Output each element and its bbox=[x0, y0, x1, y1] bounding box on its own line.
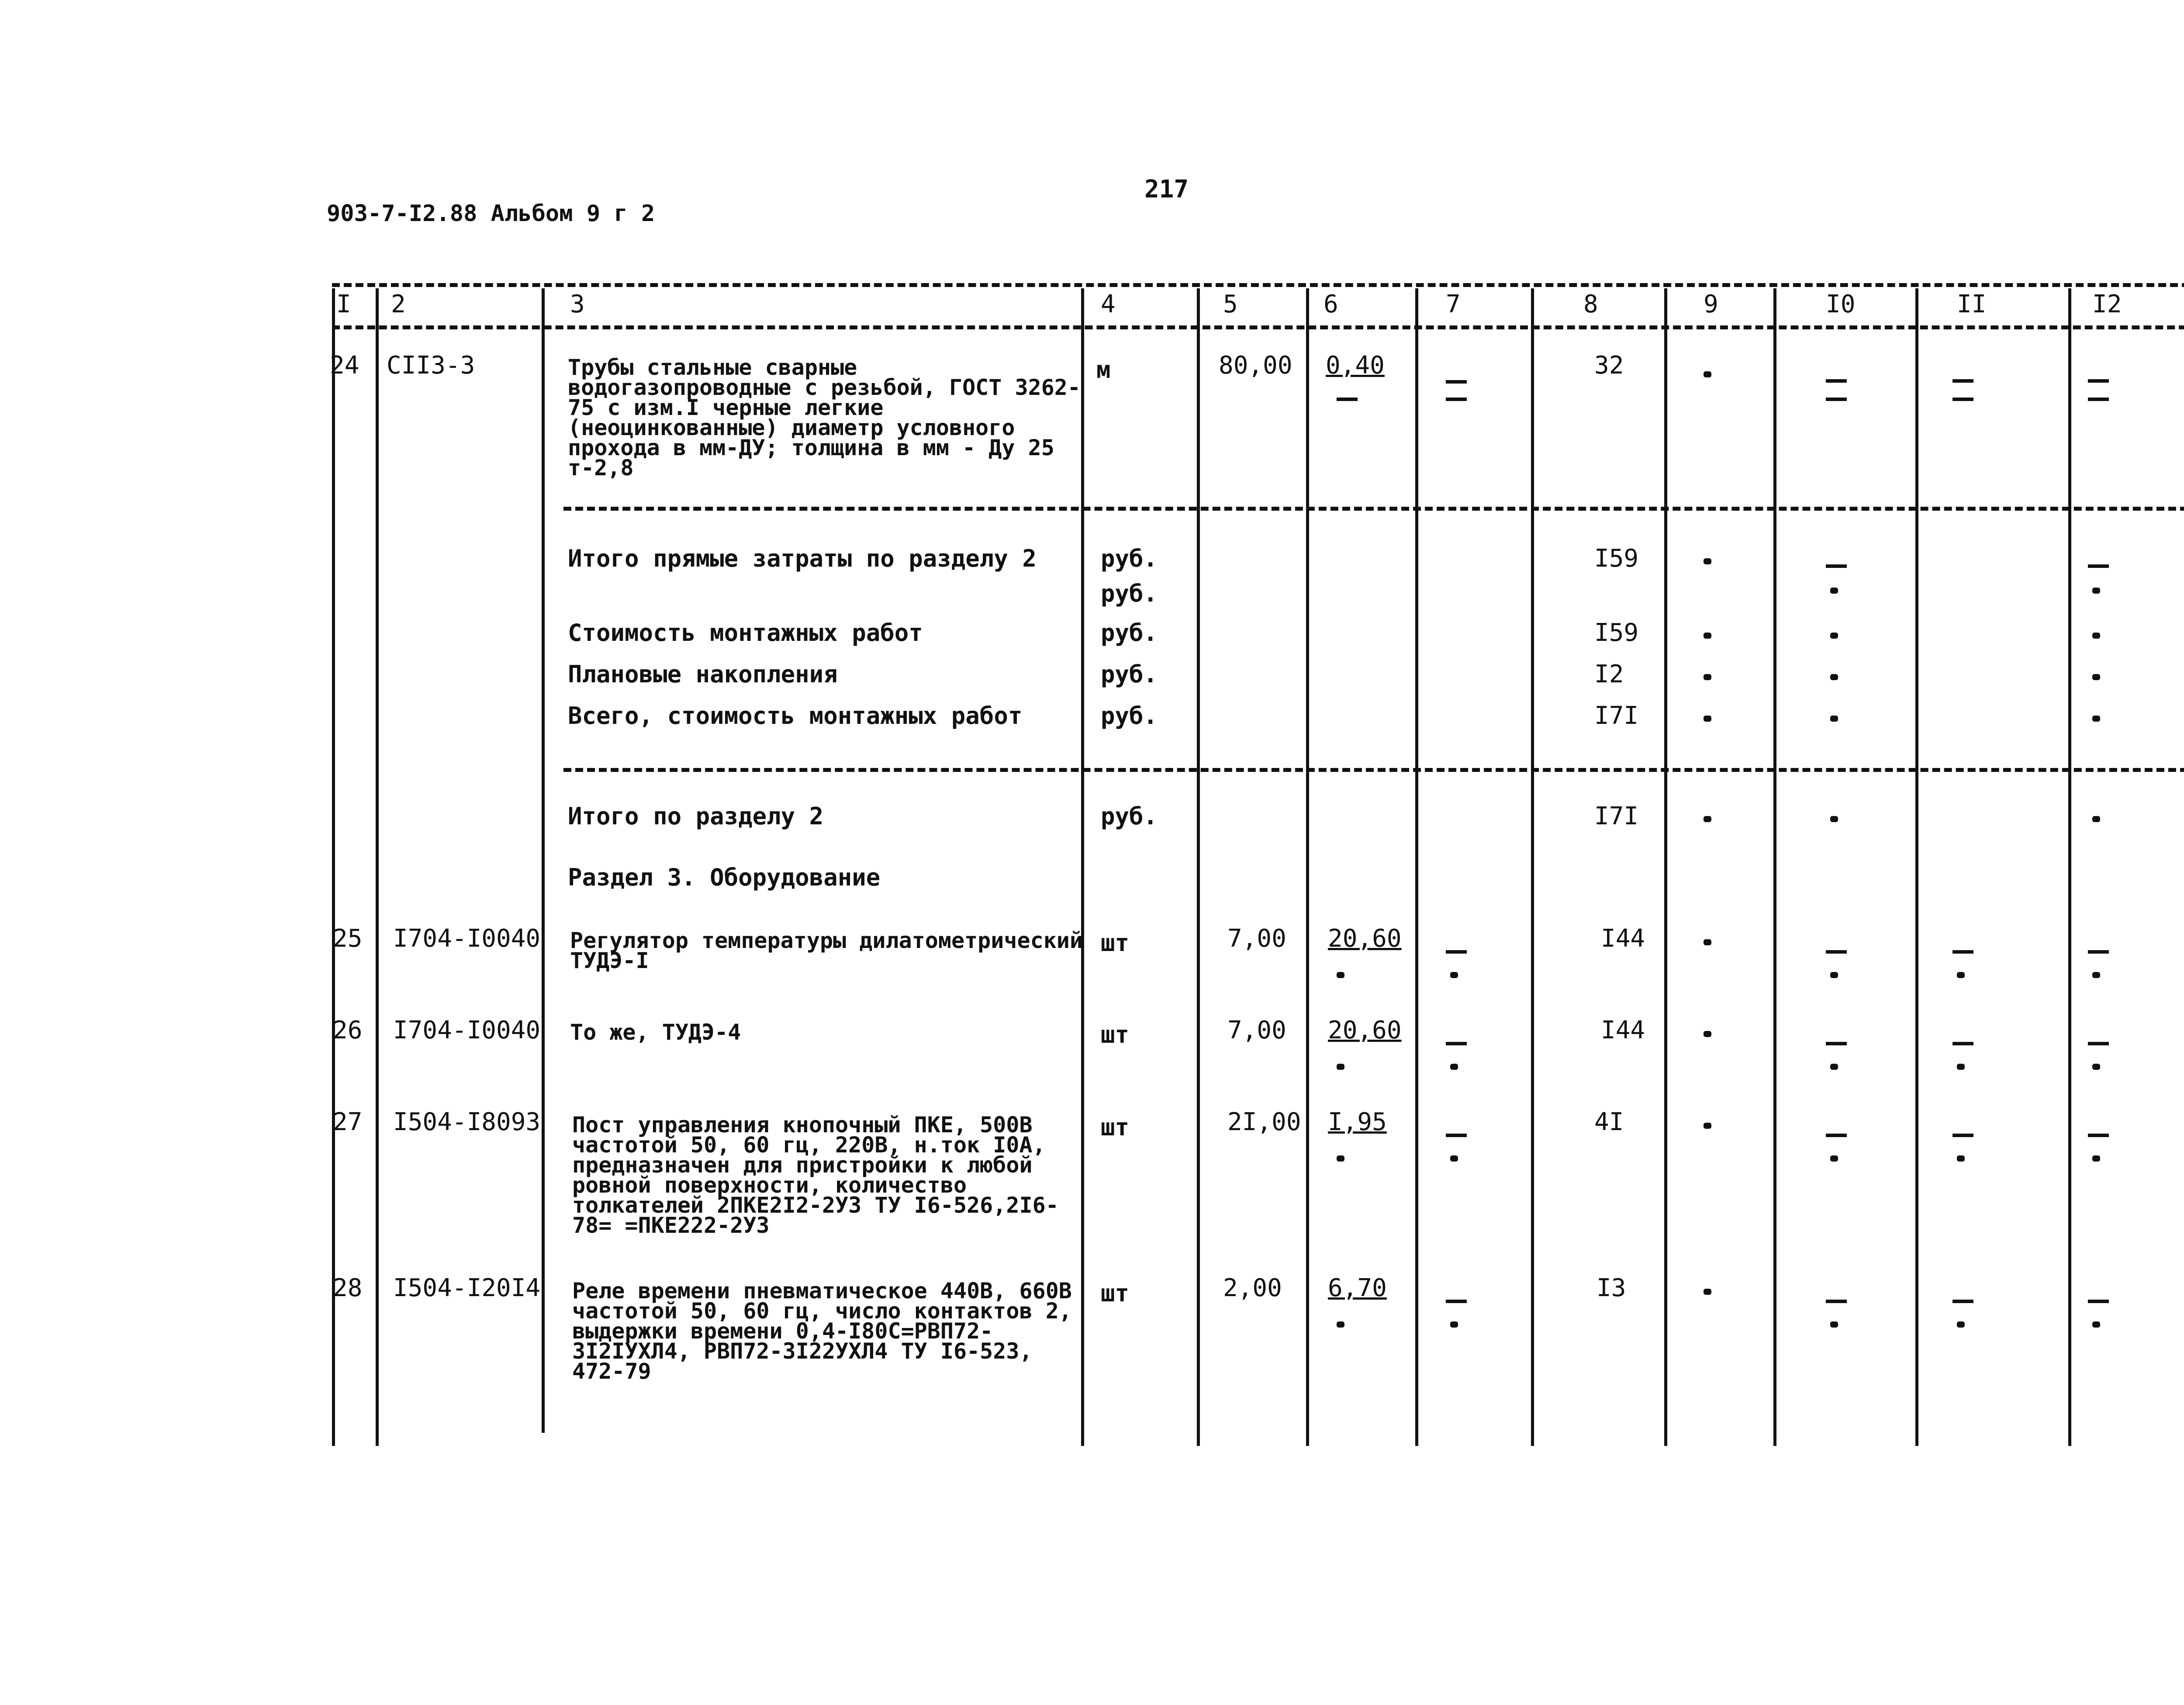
dash-mark bbox=[1826, 1134, 1847, 1137]
row-unit: шт bbox=[1101, 1021, 1130, 1048]
dot-mark bbox=[1337, 972, 1344, 978]
dot-mark bbox=[2092, 1064, 2100, 1070]
dot-mark bbox=[1450, 1321, 1458, 1328]
summary-total: I59 bbox=[1594, 544, 1639, 573]
row-quantity: 7,00 bbox=[1227, 1016, 1286, 1044]
column-rule bbox=[542, 288, 545, 1433]
dash-mark bbox=[1446, 398, 1467, 401]
column-header: 6 bbox=[1324, 290, 1338, 318]
column-rule bbox=[376, 288, 379, 1446]
row-unit: шт bbox=[1101, 1114, 1130, 1141]
row-unit-price: I,95 bbox=[1328, 1108, 1387, 1136]
summary-total: I59 bbox=[1594, 619, 1639, 647]
column-header: 5 bbox=[1223, 290, 1238, 318]
dot-mark bbox=[1830, 1321, 1838, 1328]
dash-mark bbox=[1826, 1042, 1847, 1045]
dash-mark bbox=[1826, 1300, 1847, 1303]
dash-mark bbox=[1952, 379, 1973, 383]
row-unit-price: 20,60 bbox=[1328, 924, 1402, 953]
dot-mark bbox=[1704, 716, 1711, 722]
row-code: I704-I0040 bbox=[393, 924, 541, 953]
summary-unit: руб. bbox=[1101, 545, 1158, 572]
column-rule bbox=[1773, 288, 1776, 1446]
dot-mark bbox=[1830, 972, 1838, 978]
summary-unit: руб. bbox=[1101, 619, 1158, 647]
dash-mark bbox=[1337, 398, 1358, 401]
summary-unit: руб. bbox=[1101, 661, 1158, 688]
column-rule bbox=[332, 288, 335, 1446]
dash-mark bbox=[2088, 1300, 2109, 1303]
dot-mark bbox=[1957, 972, 1965, 978]
dot-mark bbox=[1704, 674, 1711, 680]
dot-mark bbox=[1830, 674, 1838, 680]
dot-mark bbox=[2092, 716, 2100, 722]
summary-total: I2 bbox=[1594, 660, 1624, 688]
dash-mark bbox=[2088, 564, 2109, 568]
dot-mark bbox=[1704, 939, 1711, 945]
row-description: Трубы стальные сварные водогазопроводные с резьбой, ГОСТ 3262-75 с изм.I черные легкие (неоцинкованные) диаметр условного прохода в мм-ДУ; толщина в мм - Ду 25 т-2,8 bbox=[568, 355, 1081, 481]
row-code: I704-I0040 bbox=[393, 1016, 541, 1044]
summary-unit: руб. bbox=[1101, 802, 1158, 830]
row-description: Пост управления кнопочный ПКЕ, 500В частотой 50, 60 гц, 220В, н.ток I0А, предназначен для пристройки к любой ровной поверхности, количество толкателей 2ПКЕ2I2-2У3 ТУ I6-526,2I6-78= =ПКЕ222-2У3 bbox=[572, 1112, 1059, 1238]
column-rule bbox=[1415, 288, 1418, 1446]
row-unit: шт bbox=[1101, 1280, 1130, 1307]
summary-label: Итого прямые затраты по разделу 2 bbox=[568, 545, 1037, 572]
dot-mark bbox=[1830, 816, 1838, 822]
dash-mark bbox=[1446, 1134, 1467, 1137]
dot-mark bbox=[1830, 716, 1838, 722]
summary-unit: руб. bbox=[1101, 580, 1158, 607]
column-header: I0 bbox=[1826, 290, 1856, 318]
row-total: 4I bbox=[1594, 1108, 1624, 1136]
column-header: 3 bbox=[570, 290, 585, 318]
dot-mark bbox=[2092, 633, 2100, 639]
row-number: 28 bbox=[333, 1274, 363, 1302]
dash-mark bbox=[2088, 1042, 2109, 1045]
summary-label: Плановые накопления bbox=[568, 661, 838, 688]
row-quantity: 2,00 bbox=[1223, 1274, 1282, 1302]
dash-mark bbox=[1446, 950, 1467, 954]
document-code: 903-7-I2.88 Альбом 9 г 2 bbox=[327, 201, 655, 227]
dot-mark bbox=[2092, 816, 2100, 822]
dash-mark bbox=[1826, 379, 1847, 383]
column-rule bbox=[1197, 288, 1200, 1446]
dot-mark bbox=[1704, 1123, 1711, 1129]
row-unit: м bbox=[1096, 356, 1111, 384]
row-quantity: 2I,00 bbox=[1227, 1108, 1301, 1136]
dot-mark bbox=[2092, 1155, 2100, 1162]
row-unit: шт bbox=[1101, 929, 1130, 957]
dot-mark bbox=[1704, 633, 1711, 639]
row-separator bbox=[563, 507, 2184, 511]
column-rule bbox=[1306, 288, 1309, 1446]
dot-mark bbox=[1704, 371, 1711, 377]
summary-label: Итого по разделу 2 bbox=[568, 802, 824, 830]
row-total: I3 bbox=[1597, 1274, 1626, 1302]
row-total: 32 bbox=[1594, 351, 1624, 380]
dash-mark bbox=[1826, 398, 1847, 401]
row-quantity: 7,00 bbox=[1227, 924, 1286, 953]
dot-mark bbox=[1450, 1064, 1458, 1070]
row-separator bbox=[563, 768, 2184, 772]
dot-mark bbox=[2092, 972, 2100, 978]
dash-mark bbox=[1826, 564, 1847, 568]
row-unit-price: 6,70 bbox=[1328, 1274, 1387, 1302]
row-description: То же, ТУДЭ-4 bbox=[570, 1020, 741, 1045]
column-header: I2 bbox=[2092, 290, 2122, 318]
row-code: I504-I8093 bbox=[393, 1108, 541, 1136]
dash-mark bbox=[1952, 950, 1973, 954]
dot-mark bbox=[2092, 674, 2100, 680]
dash-mark bbox=[1952, 1300, 1973, 1303]
dash-mark bbox=[1446, 1300, 1467, 1303]
header-bottom-rule bbox=[332, 325, 2184, 329]
row-description: Регулятор температуры дилатометрический ТУДЭ-I bbox=[570, 928, 1083, 973]
column-rule bbox=[1531, 288, 1534, 1446]
dot-mark bbox=[1957, 1321, 1965, 1328]
dot-mark bbox=[1704, 1289, 1711, 1295]
summary-label: Стоимость монтажных работ bbox=[568, 619, 923, 647]
dot-mark bbox=[1957, 1064, 1965, 1070]
dash-mark bbox=[1952, 398, 1973, 401]
dash-mark bbox=[2088, 950, 2109, 954]
dot-mark bbox=[1957, 1155, 1965, 1162]
dash-mark bbox=[1952, 1134, 1973, 1137]
column-header: 9 bbox=[1704, 290, 1718, 318]
row-code: СII3-3 bbox=[387, 351, 475, 380]
dot-mark bbox=[1450, 972, 1458, 978]
row-unit-price: 0,40 bbox=[1326, 351, 1385, 380]
column-header: 2 bbox=[391, 290, 406, 318]
column-header: I bbox=[336, 290, 351, 318]
dash-mark bbox=[1952, 1042, 1973, 1045]
row-description: Реле времени пневматическое 440В, 660В частотой 50, 60 гц, число контактов 2, выдержки времени 0,4-I80С=РВП72-3I2IУХЛ4, РВП72-3I22УХЛ4 ТУ I6-523, 472-79 bbox=[572, 1278, 1072, 1384]
section-heading: Раздел 3. Оборудование bbox=[568, 864, 881, 891]
summary-total: I7I bbox=[1594, 802, 1639, 830]
dot-mark bbox=[1830, 588, 1838, 594]
dot-mark bbox=[1830, 1155, 1838, 1162]
row-quantity: 80,00 bbox=[1219, 351, 1292, 380]
row-number: 25 bbox=[333, 924, 363, 953]
column-header: 4 bbox=[1101, 290, 1116, 318]
dash-mark bbox=[1826, 950, 1847, 954]
row-number: 24 bbox=[330, 351, 359, 380]
column-header: 7 bbox=[1446, 290, 1461, 318]
dash-mark bbox=[2088, 1134, 2109, 1137]
summary-unit: руб. bbox=[1101, 702, 1158, 730]
row-total: I44 bbox=[1601, 1016, 1645, 1044]
row-number: 26 bbox=[333, 1016, 363, 1044]
dot-mark bbox=[2092, 1321, 2100, 1328]
row-total: I44 bbox=[1601, 924, 1645, 953]
dot-mark bbox=[1830, 633, 1838, 639]
dash-mark bbox=[2088, 379, 2109, 383]
summary-total: I7I bbox=[1594, 702, 1639, 730]
dot-mark bbox=[1337, 1155, 1344, 1162]
row-number: 27 bbox=[333, 1108, 363, 1136]
row-code: I504-I20I4 bbox=[393, 1274, 541, 1302]
dot-mark bbox=[1704, 558, 1711, 564]
column-rule bbox=[1915, 288, 1918, 1446]
dot-mark bbox=[1450, 1155, 1458, 1162]
dash-mark bbox=[2088, 398, 2109, 401]
dot-mark bbox=[1830, 1064, 1838, 1070]
page-number: 217 bbox=[1144, 175, 1189, 204]
column-rule bbox=[1664, 288, 1667, 1446]
dash-mark bbox=[1446, 380, 1467, 384]
dot-mark bbox=[1704, 1031, 1711, 1037]
dot-mark bbox=[1704, 816, 1711, 822]
dash-mark bbox=[1446, 1042, 1467, 1045]
summary-label: Всего, стоимость монтажных работ bbox=[568, 702, 1023, 730]
row-unit-price: 20,60 bbox=[1328, 1016, 1402, 1044]
column-header: 8 bbox=[1583, 290, 1598, 318]
column-rule bbox=[2068, 288, 2071, 1446]
dot-mark bbox=[1337, 1064, 1344, 1070]
header-top-rule bbox=[332, 283, 2184, 287]
column-header: II bbox=[1957, 290, 1987, 318]
dot-mark bbox=[2092, 588, 2100, 594]
dot-mark bbox=[1337, 1321, 1344, 1328]
